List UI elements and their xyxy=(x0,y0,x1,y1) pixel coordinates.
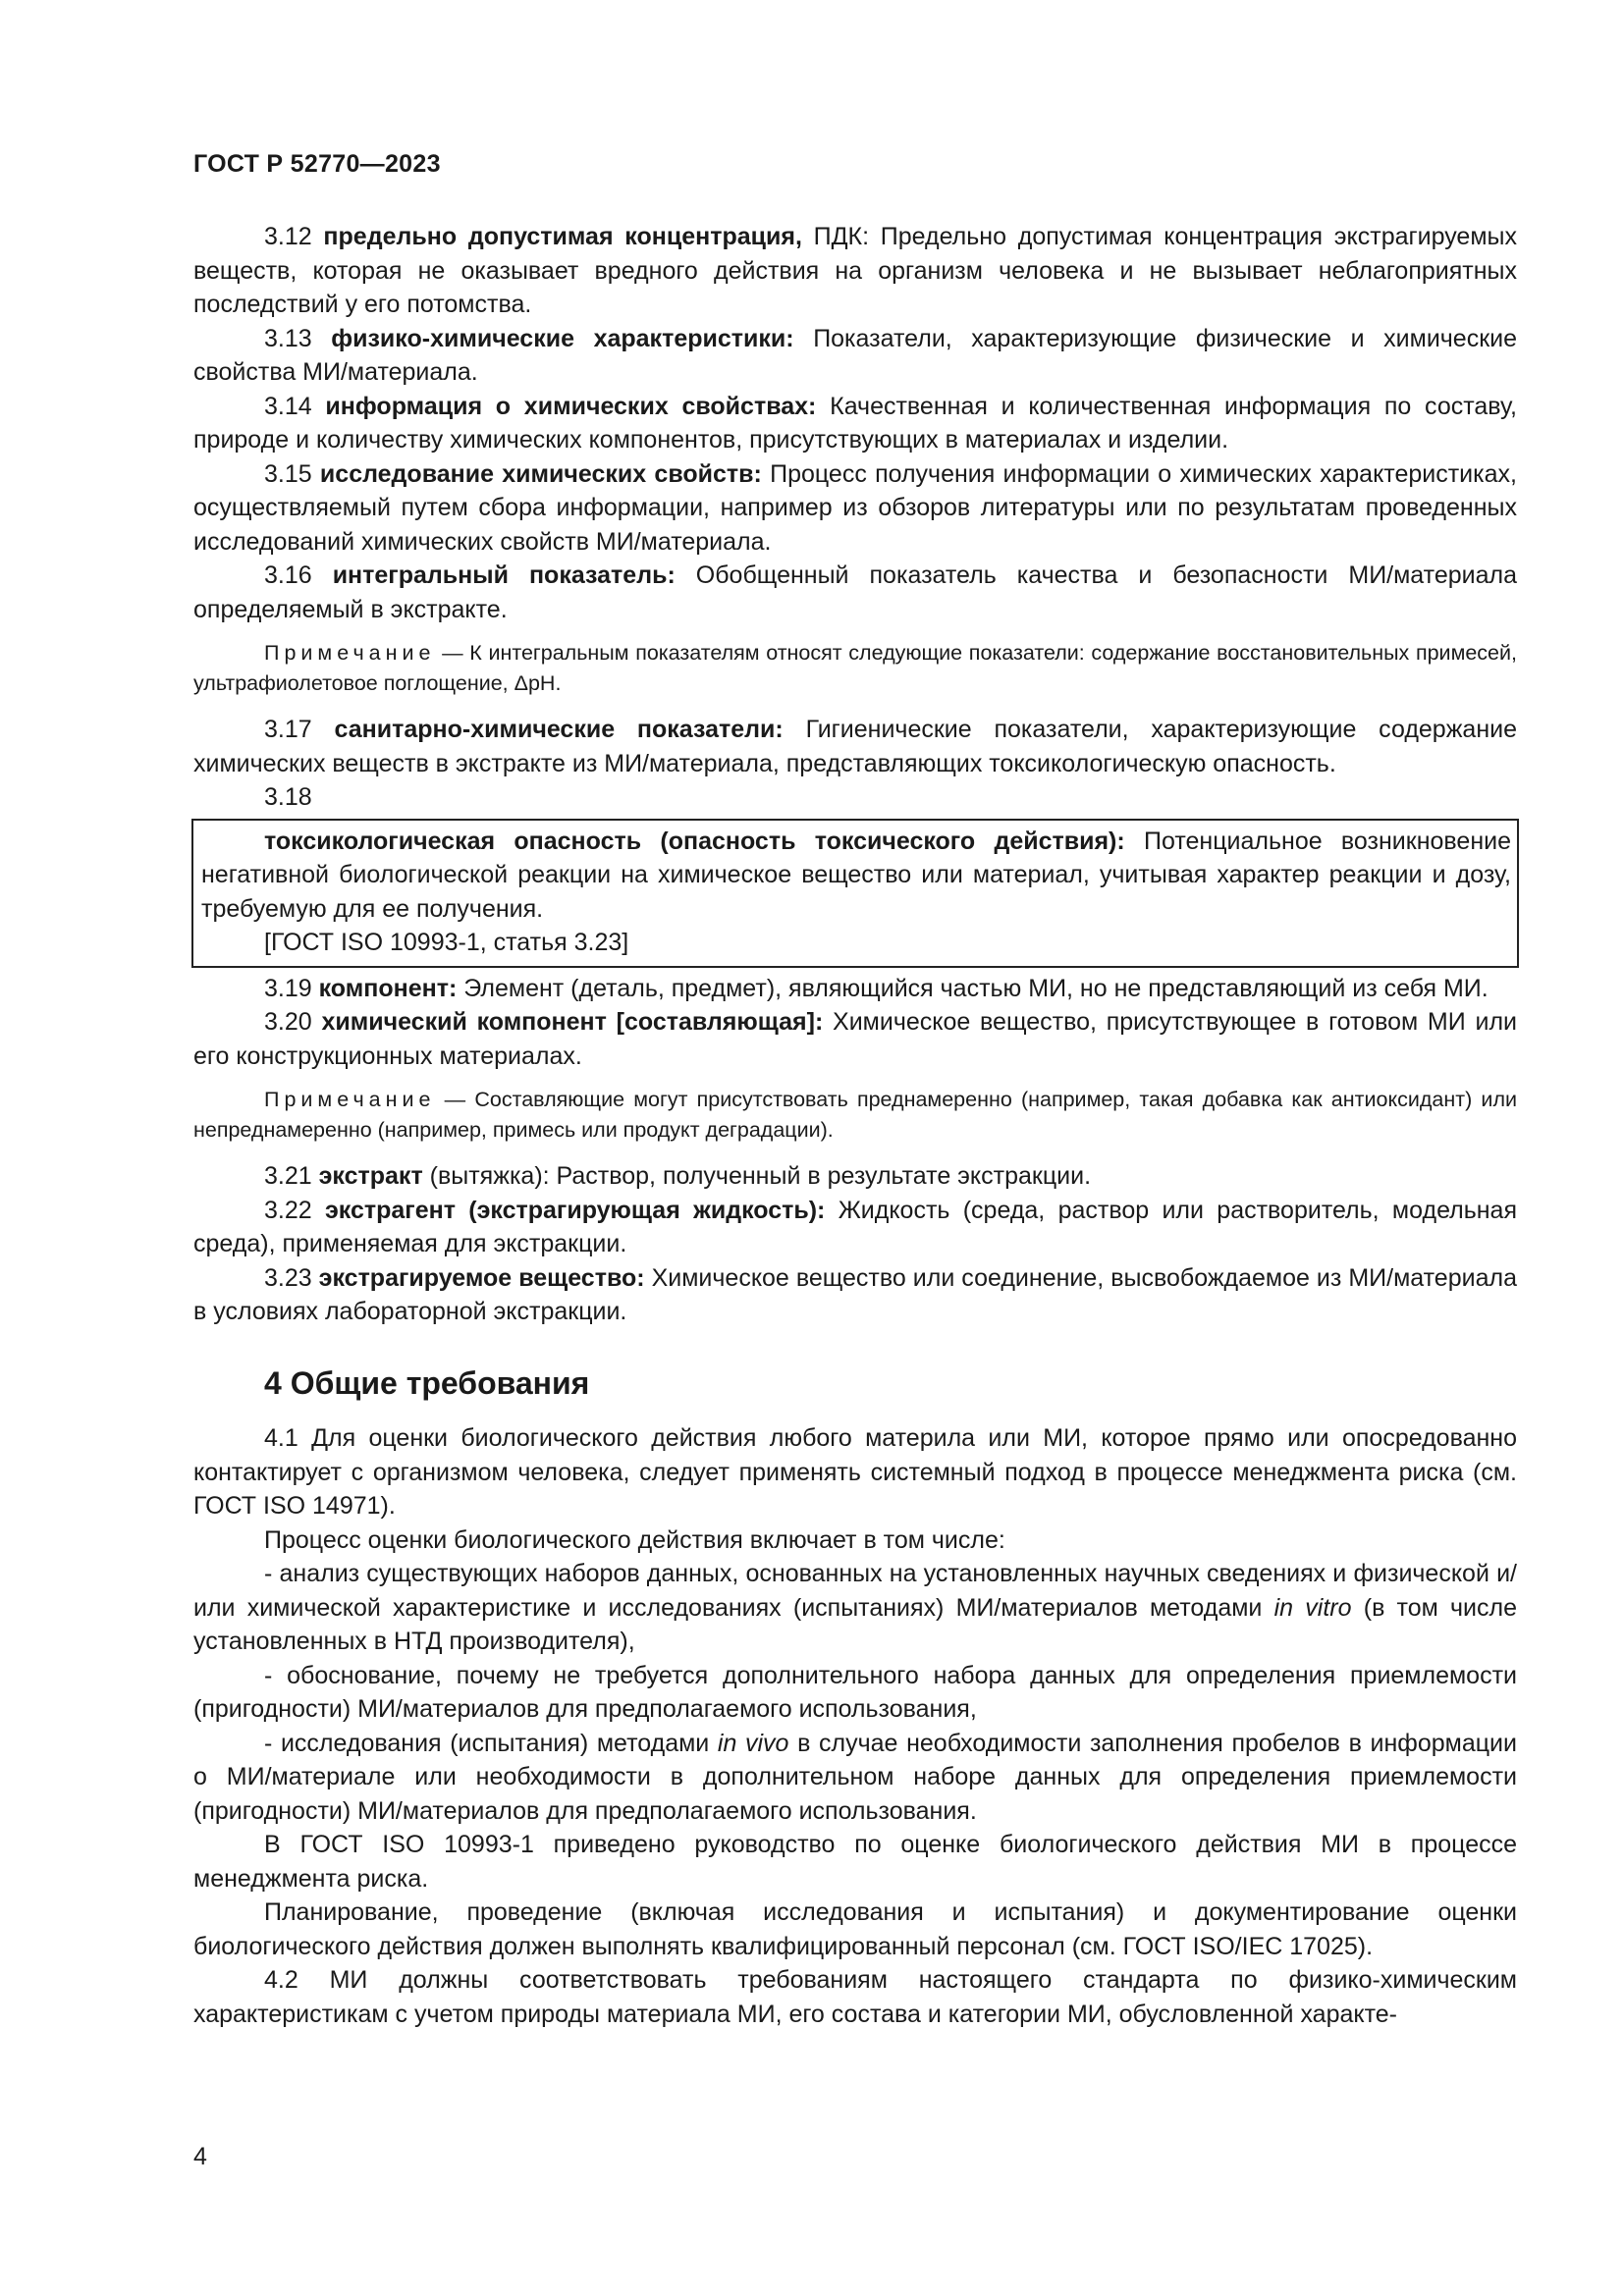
list-item-analysis xyxy=(193,1557,1517,1659)
term-number: 3.23 xyxy=(264,1263,312,1292)
term-3-16 xyxy=(193,559,1517,626)
term-number: 3.21 xyxy=(264,1162,312,1190)
italic-term: in vitro xyxy=(1273,1593,1352,1622)
list-item-text: - анализ существующих наборов данных, основанных на установленных научных сведениях и физической и/или химической характеристике и исследованиях (испытаниях) МИ/материалов методами xyxy=(193,1560,1517,1622)
term-number: 3.13 xyxy=(264,324,312,352)
paragraph-planning: Планирование, проведение (включая исследования и испытания) и документирование оценки биологического действия должен выполнять квалифицированный персонал (см. ГОСТ ISO/IEC 17025). xyxy=(193,1898,1517,1960)
list-item-text: в случае необходимости заполнения пробелов в информации о МИ/материале или необходимости в дополнительном наборе данных для определения приемлемости (пригодности) МИ/материалов для предполагаемого использования. xyxy=(193,1729,1517,1825)
term-3-15 xyxy=(193,457,1517,560)
term-name: компонент: xyxy=(318,974,458,1002)
note-components xyxy=(193,1085,1517,1146)
term-3-18-reference: [ГОСТ ISO 10993-1, статья 3.23] xyxy=(264,929,629,956)
note-text: К интегральным показателям относят следующие показатели: содержание восстановительных примесей, ультрафиолетовое поглощение, ΔpH. xyxy=(193,641,1517,695)
term-3-14 xyxy=(193,390,1517,457)
term-3-22 xyxy=(193,1194,1517,1261)
term-definition: Обобщенный показатель качества и безопасности МИ/материала определяемый в экстракте. xyxy=(193,561,1518,623)
term-number: 3.16 xyxy=(264,561,312,589)
term-number: 3.12 xyxy=(264,223,312,250)
term-3-19 xyxy=(193,972,1517,1006)
term-number: 3.20 xyxy=(264,1008,312,1036)
list-item-text: (в том числе установленных в НТД производителя), xyxy=(193,1593,1518,1655)
term-name: предельно допустимая концентрация, xyxy=(323,223,802,250)
term-3-20 xyxy=(193,1005,1517,1073)
page-number: 4 xyxy=(193,2143,207,2170)
term-3-18 xyxy=(201,825,1511,927)
note-label: Примечание xyxy=(264,641,436,665)
paragraph-process: Процесс оценки биологического действия включает в том числе: xyxy=(264,1525,1005,1554)
term-3-21 xyxy=(193,1159,1517,1194)
term-3-12 xyxy=(193,220,1517,322)
term-3-17 xyxy=(193,713,1517,780)
term-definition: Гигиенические показатели, характеризующие содержание химических веществ в экстракте из МИ/материала, представляющих токсикологическую опасность. xyxy=(193,716,1518,777)
term-definition: Химическое вещество, присутствующее в готовом МИ или его конструкционных материалах. xyxy=(193,1008,1517,1070)
term-name: химический компонент [составляющая]: xyxy=(321,1008,824,1036)
paragraph-4-1: 4.1 Для оценки биологического действия любого материла или МИ, которое прямо или опосредованно контактирует с организмом человека, следует применять системный подход в процессе менеджмента риска (см. ГОСТ ISO 14971). xyxy=(193,1424,1517,1520)
note-integral xyxy=(193,638,1517,699)
paragraph-4-2: 4.2 МИ должны соответствовать требованиям настоящего стандарта по физико-химическим характеристикам с учетом природы материала МИ, его состава и категории МИ, обусловленной характе- xyxy=(193,1966,1517,2028)
term-name: санитарно-химические показатели: xyxy=(334,716,784,743)
term-name: физико-химические характеристики: xyxy=(331,324,794,352)
paragraph-guidance: В ГОСТ ISO 10993-1 приведено руководство по оценке биологического действия МИ в процессе менеджмента риска. xyxy=(193,1831,1517,1893)
term-definition: Химическое вещество или соединение, высвобождаемое из МИ/материала в условиях лабораторной экстракции. xyxy=(193,1263,1517,1325)
term-definition: Качественная и количественная информация по составу, природе и количеству химических компонентов, присутствующих в материалах и изделии. xyxy=(193,392,1517,454)
term-definition: Показатели, характеризующие физические и химические свойства МИ/материала. xyxy=(193,324,1518,386)
term-definition: (вытяжка): Раствор, полученный в результате экстракции. xyxy=(429,1162,1092,1190)
term-number: 3.19 xyxy=(264,974,312,1002)
term-definition: Процесс получения информации о химических характеристиках, осуществляемый путем сбора информации, например из обзоров литературы или по результатам проведенных исследований химических свойств МИ/материала. xyxy=(193,459,1517,556)
note-dash: — xyxy=(442,641,463,665)
italic-term: in vivo xyxy=(717,1729,789,1757)
term-number: 3.17 xyxy=(264,716,312,743)
term-number: 3.22 xyxy=(264,1196,312,1224)
term-name: интегральный показатель: xyxy=(332,561,676,589)
term-number: 3.14 xyxy=(264,392,312,420)
note-label: Примечание xyxy=(264,1088,436,1111)
term-name: экстрагируемое вещество: xyxy=(318,1263,645,1292)
list-item-text: - исследования (испытания) методами xyxy=(264,1729,710,1757)
list-item-justification: - обоснование, почему не требуется дополнительного набора данных для определения приемлемости (пригодности) МИ/материалов для предполагаемого использования, xyxy=(193,1661,1517,1723)
term-definition: ПДК: Предельно допустимая концентрация экстрагируемых веществ, которая не оказывает вредного действия на организм человека и не вызывает неблагоприятных последствий у его потомства. xyxy=(193,223,1517,318)
term-name: исследование химических свойств: xyxy=(319,459,762,488)
term-name: токсикологическая опасность (опасность токсического действия): xyxy=(264,827,1125,855)
term-3-13 xyxy=(193,322,1517,390)
term-3-23 xyxy=(193,1261,1517,1329)
term-name: экстрагент (экстрагирующая жидкость): xyxy=(325,1196,826,1224)
term-definition: Жидкость (среда, раствор или растворитель, модельная среда), применяемая для экстракции. xyxy=(193,1196,1517,1257)
list-item-studies xyxy=(193,1727,1517,1829)
note-dash: — xyxy=(444,1088,466,1111)
term-number: 3.15 xyxy=(264,459,312,488)
term-name: информация о химических свойствах: xyxy=(325,392,817,420)
section-heading: 4 Общие требования xyxy=(264,1364,590,1401)
page-body xyxy=(193,220,1517,2031)
term-definition: Потенциальное возникновение негативной биологической реакции на химическое вещество или материал, учитывая характер реакции и дозу, требуемую для ее получения. xyxy=(201,827,1511,923)
document-header: ГОСТ Р 52770—2023 xyxy=(193,150,441,178)
term-3-18-box xyxy=(191,819,1519,968)
term-name: экстракт xyxy=(318,1162,423,1190)
note-text: Составляющие могут присутствовать преднамеренно (например, такая добавка как антиоксидант) или непреднамеренно (например, примесь или продукт деградации). xyxy=(193,1088,1517,1142)
term-3-18-number: 3.18 xyxy=(264,783,312,811)
term-definition: Элемент (деталь, предмет), являющийся частью МИ, но не представляющий из себя МИ. xyxy=(463,974,1489,1002)
